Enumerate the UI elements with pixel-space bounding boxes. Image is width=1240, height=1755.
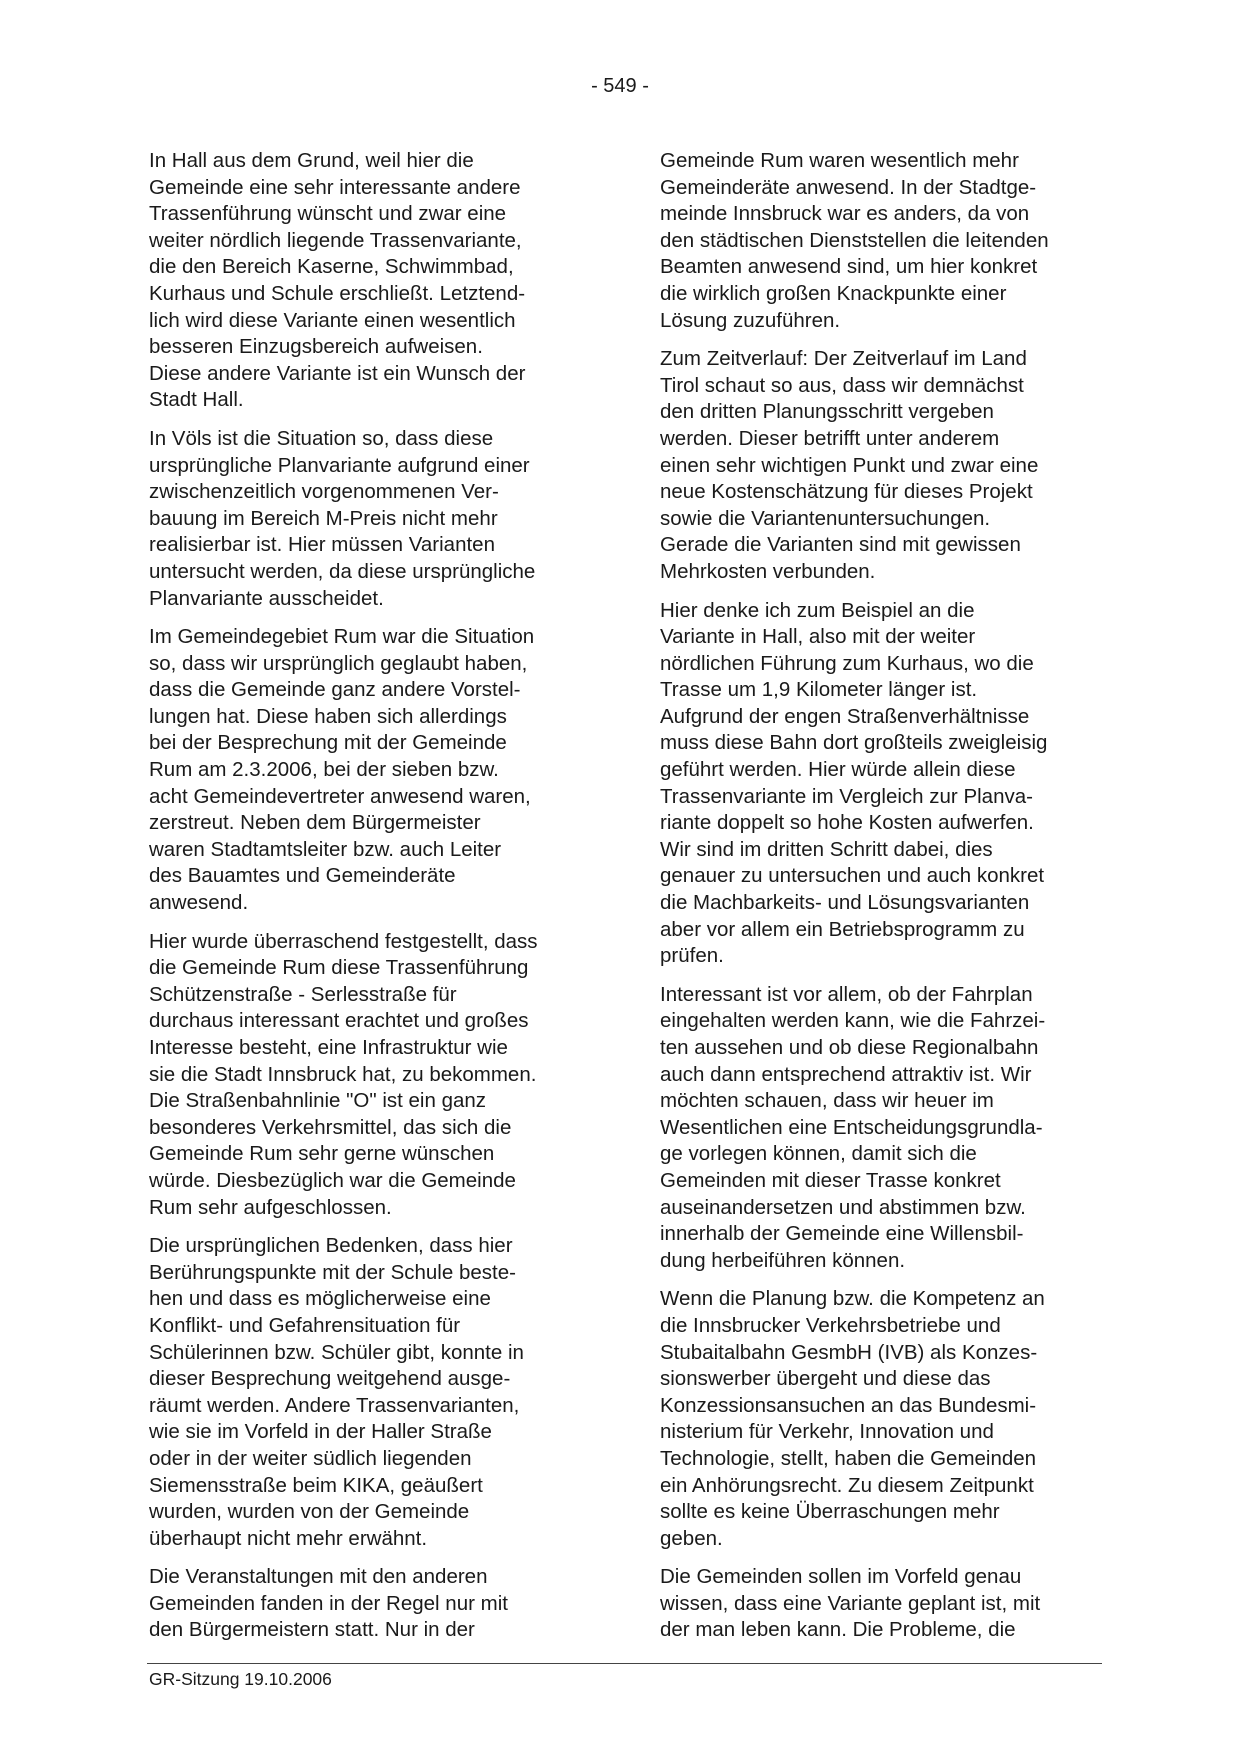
paragraph: Interessant ist vor allem, ob der Fahrplan eingehalten werden kann, wie die Fahrzei- ten aussehen und ob diese Regionalbahn auch dann entsprechend attraktiv ist. Wir möchten schauen, dass wir heuer im Wesentlichen eine Entscheidungsgrundla- ge vorlegen können, damit sich die Gemeinden mit dieser Trasse konkret auseinandersetzen und abstimmen bzw. innerhalb der Gemeinde eine Willensbil- dung herbeiführen können. — [660, 982, 1046, 1272]
right-column — [660, 148, 1107, 1656]
paragraph: Im Gemeindegebiet Rum war die Situation so, dass wir ursprünglich geglaubt haben, dass die Gemeinde ganz andere Vorstel- lungen hat. Diese haben sich allerdings bei der Besprechung mit der Gemeinde Rum am 2.3.2006, bei der sieben bzw. acht Gemeindevertreter anwesend waren, zerstreut. Neben dem Bürgermeister waren Stadtamtsleiter bzw. auch Leiter des Bauamtes und Gemeinderäte anwesend. — [149, 625, 535, 915]
paragraph: Die Gemeinden sollen im Vorfeld genau wissen, dass eine Variante geplant ist, mit der man leben kann. Die Probleme, die — [660, 1565, 1041, 1642]
paragraph: Die Veranstaltungen mit den anderen Gemeinden fanden in der Regel nur mit den Bürgermeistern statt. Nur in der — [149, 1565, 508, 1642]
page-number: - 549 - — [591, 75, 649, 97]
paragraph: Hier wurde überraschend festgestellt, dass die Gemeinde Rum diese Trassenführung Schützenstraße - Serlesstraße für durchaus interessant erachtet und großes Interesse besteht, eine Infrastruktur wie sie die Stadt Innsbruck hat, zu bekommen. Die Straßenbahnlinie "O" ist ein ganz besonderes Verkehrsmittel, das sich die Gemeinde Rum sehr gerne wünschen würde. Diesbezüglich war die Gemeinde Rum sehr aufgeschlossen. — [149, 929, 538, 1219]
left-column — [149, 148, 596, 1656]
footer-text: GR-Sitzung 19.10.2006 — [149, 1669, 332, 1689]
paragraph: In Hall aus dem Grund, weil hier die Gemeinde eine sehr interessante andere Trassenführung wünscht und zwar eine weiter nördlich liegende Trassenvariante, die den Bereich Kaserne, Schwimmbad, Kurhaus und Schule erschließt. Letztend- lich wird diese Variante einen wesentlich besseren Einzugsbereich aufweisen. Diese andere Variante ist ein Wunsch der Stadt Hall. — [149, 149, 526, 412]
paragraph: Gemeinde Rum waren wesentlich mehr Gemeinderäte anwesend. In der Stadtge- meinde Innsbruck war es anders, da von den städtischen Dienststellen die leitenden Beamten anwesend sind, um hier konkret die wirklich großen Knackpunkte einer Lösung zuzuführen. — [660, 149, 1049, 332]
paragraph: Zum Zeitverlauf: Der Zeitverlauf im Land Tirol schaut so aus, dass wir demnächst den dritten Planungsschritt vergeben werden. Dieser betrifft unter anderem einen sehr wichtigen Punkt und zwar eine neue Kostenschätzung für dieses Projekt sowie die Variantenuntersuchungen. Gerade die Varianten sind mit gewissen Mehrkosten verbunden. — [660, 347, 1039, 583]
paragraph: In Völs ist die Situation so, dass diese ursprüngliche Planvariante aufgrund einer zwischenzeitlich vorgenommenen Ver- bauung im Bereich M-Preis nicht mehr realisierbar ist. Hier müssen Varianten untersucht werden, da diese ursprüngliche Planvariante ausscheidet. — [149, 426, 536, 610]
paragraph: Wenn die Planung bzw. die Kompetenz an die Innsbrucker Verkehrsbetriebe und Stubaitalbahn GesmbH (IVB) als Konzes- sionswerber übergeht und diese das Konzessionsansuchen an das Bundesmi- nisterium für Verkehr, Innovation und Technologie, stellt, haben die Gemeinden ein Anhörungsrecht. Zu diesem Zeitpunkt sollte es keine Überraschungen mehr geben. — [660, 1287, 1045, 1550]
footer-divider — [147, 1663, 1102, 1664]
paragraph: Hier denke ich zum Beispiel an die Variante in Hall, also mit der weiter nördlichen Führung zum Kurhaus, wo die Trasse um 1,9 Kilometer länger ist. Aufgrund der engen Straßenverhältnisse muss diese Bahn dort großteils zweigleisig geführt werden. Hier würde allein diese Trassenvariante im Vergleich zur Planva- riante doppelt so hohe Kosten aufwerfen. Wir sind im dritten Schritt dabei, dies genauer zu untersuchen und auch konkret die Machbarkeits- und Lösungsvarianten aber vor allem ein Betriebsprogramm zu prüfen. — [660, 598, 1048, 968]
paragraph: Die ursprünglichen Bedenken, dass hier Berührungspunkte mit der Schule beste- hen und dass es möglicherweise eine Konflikt- und Gefahrensituation für Schülerinnen bzw. Schüler gibt, konnte in dieser Besprechung weitgehend ausge- räumt werden. Andere Trassenvarianten, wie sie im Vorfeld in der Haller Straße oder in der weiter südlich liegenden Siemensstraße beim KIKA, geäußert wurden, wurden von der Gemeinde überhaupt nicht mehr erwähnt. — [149, 1234, 524, 1550]
